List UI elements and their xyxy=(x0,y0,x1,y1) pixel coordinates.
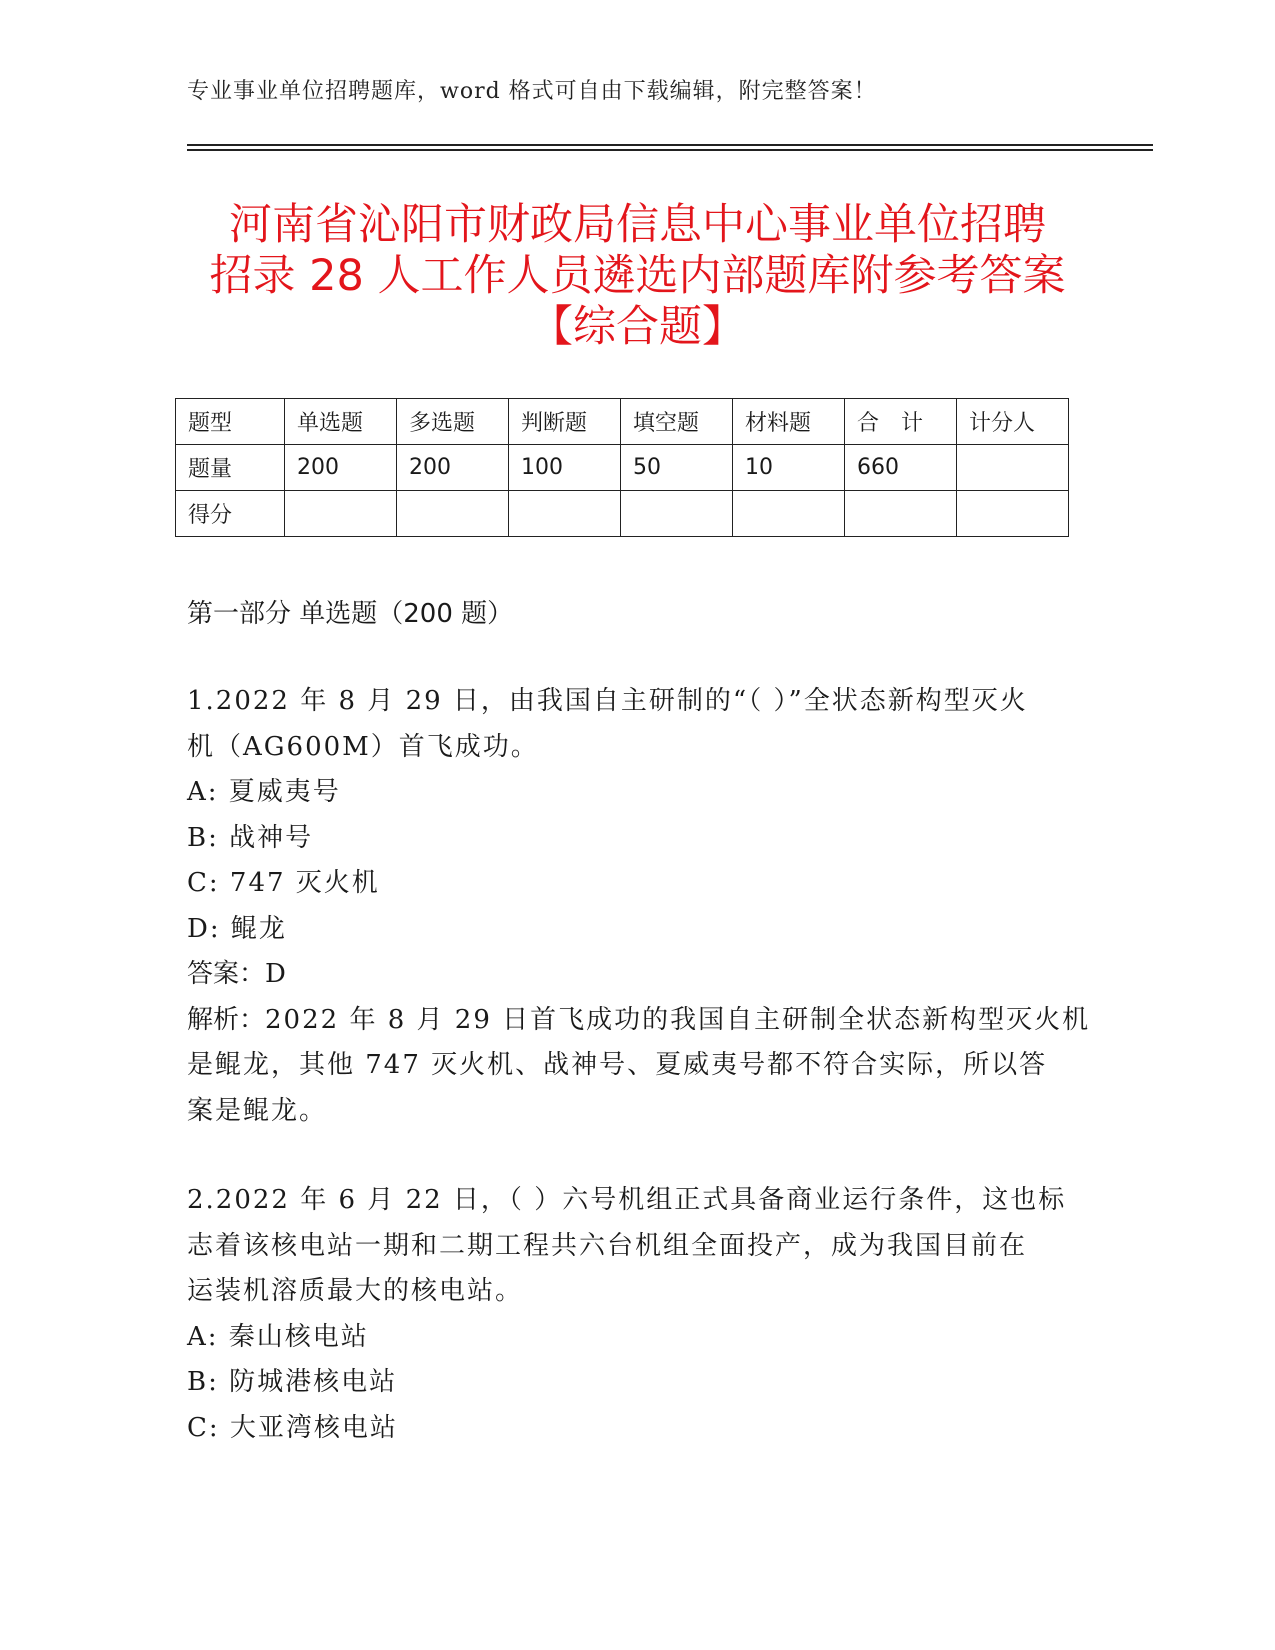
answer-value: D xyxy=(265,959,288,989)
answer xyxy=(187,952,1087,998)
question-stem: 2.2022 年 6 月 22 日，（ ）六号机组正式具备商业运行条件，这也标 xyxy=(187,1185,1067,1215)
table-cell: 200 xyxy=(397,445,509,491)
table-cell: 660 xyxy=(845,445,957,491)
table-cell: 50 xyxy=(621,445,733,491)
analysis xyxy=(187,998,1091,1044)
table-cell xyxy=(397,491,509,537)
header-note: 专业事业单位招聘题库，word 格式可自由下载编辑，附完整答案！ xyxy=(187,79,877,104)
header-rule xyxy=(187,149,1153,151)
table-cell: 题型 xyxy=(176,399,285,445)
question-1 xyxy=(187,679,1091,1134)
table-cell: 判断题 xyxy=(509,399,621,445)
table-cell xyxy=(957,491,1069,537)
table-cell: 得分 xyxy=(176,491,285,537)
table-cell xyxy=(621,491,733,537)
analysis-label: 解析： xyxy=(187,1004,266,1035)
table-cell xyxy=(285,491,397,537)
section-title: 第一部分 单选题（200 题） xyxy=(187,599,514,629)
table-cell: 题量 xyxy=(176,445,285,491)
title-line: 河南省沁阳市财政局信息中心事业单位招聘 xyxy=(229,200,1046,250)
table-cell xyxy=(509,491,621,537)
question-stem: 机（AG600M）首飞成功。 xyxy=(187,731,539,762)
table-row xyxy=(176,491,1069,537)
title-line: 招录 28 人工作人员遴选内部题库附参考答案 xyxy=(209,251,1066,301)
option-a: A: 夏威夷号 xyxy=(187,777,341,807)
table-row xyxy=(176,445,1069,491)
option-d: D: 鲲龙 xyxy=(187,913,287,944)
table-cell: 多选题 xyxy=(397,399,509,445)
question-stem: 运装机溶质最大的核电站。 xyxy=(187,1276,524,1306)
question-2 xyxy=(187,1178,1087,1451)
header-rule xyxy=(187,144,1153,146)
option-b: B: 战神号 xyxy=(187,822,314,853)
analysis-text: 是鲲龙，其他 747 灭火机、战神号、夏威夷号都不符合实际，所以答 xyxy=(187,1050,1048,1080)
table-cell: 合 计 xyxy=(845,399,957,445)
option-a: A: 秦山核电站 xyxy=(187,1321,369,1352)
table-cell: 10 xyxy=(733,445,845,491)
analysis-text: 案是鲲龙。 xyxy=(187,1095,328,1126)
table-cell xyxy=(733,491,845,537)
option-b: B: 防城港核电站 xyxy=(187,1367,398,1397)
question-stem: 1.2022 年 8 月 29 日，由我国自主研制的“（ ）”全状态新构型灭火 xyxy=(187,686,1028,716)
table-cell: 200 xyxy=(285,445,397,491)
score-table xyxy=(175,398,1069,537)
table-cell: 单选题 xyxy=(285,399,397,445)
table-row xyxy=(176,399,1069,445)
table-cell: 填空题 xyxy=(621,399,733,445)
question-stem: 志着该核电站一期和二期工程共六台机组全面投产，成为我国目前在 xyxy=(187,1230,1028,1261)
answer-label: 答案： xyxy=(187,959,266,989)
table-cell: 材料题 xyxy=(733,399,845,445)
analysis-text: 2022 年 8 月 29 日首飞成功的我国自主研制全状态新构型灭火机 xyxy=(265,1004,1091,1035)
document-title xyxy=(120,200,1155,353)
table-cell xyxy=(845,491,957,537)
option-c: C: 747 灭火机 xyxy=(187,868,380,898)
title-line: 【综合题】 xyxy=(530,302,745,352)
table-cell xyxy=(957,445,1069,491)
option-c: C: 大亚湾核电站 xyxy=(187,1412,398,1443)
table-cell: 计分人 xyxy=(957,399,1069,445)
table-cell: 100 xyxy=(509,445,621,491)
